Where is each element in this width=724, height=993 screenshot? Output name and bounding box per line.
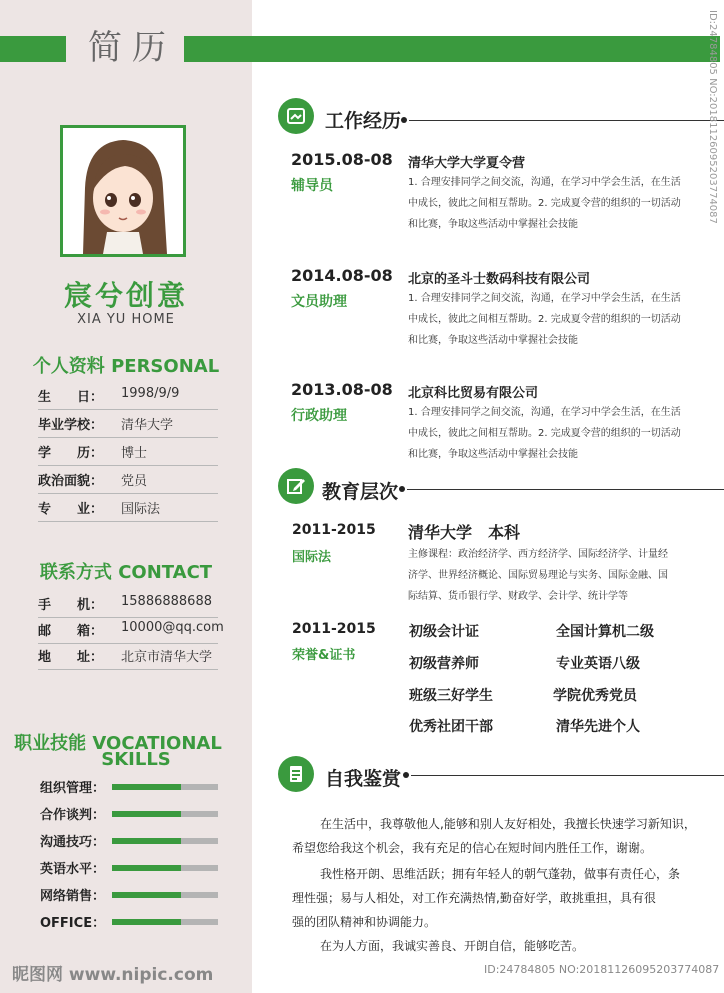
job-company: 清华大学大学夏令营: [408, 156, 526, 171]
field-value: 博士: [121, 446, 148, 461]
skill-bar-fill: [112, 892, 181, 898]
self-paragraph-line: 强的团队精神和协调能力。: [292, 915, 437, 929]
job-description-line: 和比赛，争取这些活动中掌握社会技能: [408, 335, 578, 346]
personal-row: [38, 382, 218, 410]
field-label: 政治面貌：: [38, 474, 104, 489]
education-date: 2011-2015: [292, 522, 376, 538]
field-label: 手 机：: [38, 598, 104, 613]
personal-row: [38, 494, 218, 522]
field-label: 毕业学校：: [38, 418, 104, 433]
contact-row: [38, 642, 218, 670]
skill-row: [40, 829, 220, 851]
skill-label: 沟通技巧：: [40, 835, 106, 850]
skill-bar-track: [112, 838, 218, 844]
award-item: 初级会计证: [409, 624, 479, 640]
skill-bar-track: [112, 865, 218, 871]
skill-row: [40, 883, 220, 905]
field-label: 学 历：: [38, 446, 104, 461]
profile-name-en: XIA YU HOME: [77, 312, 175, 327]
address-value: 北京市清华大学: [121, 650, 213, 665]
skill-label: 网络销售：: [40, 889, 106, 904]
section-rule: [409, 120, 724, 121]
self-paragraph-line: 在为人方面，我诚实善良、开朗自信，能够吃苦。: [320, 939, 585, 953]
personal-row: [38, 410, 218, 438]
field-value: 清华大学: [121, 418, 174, 433]
skill-label: 英语水平：: [40, 862, 106, 877]
skill-row: [40, 910, 220, 932]
skill-bar-fill: [112, 838, 181, 844]
personal-row: [38, 466, 218, 494]
phone-value: 15886888688: [121, 594, 212, 609]
section-dot: [403, 772, 409, 778]
self-paragraph-line: 我性格开朗、思维活跃；拥有年轻人的朝气蓬勃，做事有责任心，条: [320, 867, 681, 881]
skill-label: 组织管理：: [40, 781, 106, 796]
section-rule: [411, 775, 724, 776]
education-school: 清华大学 本科: [408, 523, 521, 542]
personal-heading: 个人资料 PERSONAL: [32, 356, 220, 377]
header-bar-left: [0, 36, 66, 62]
job-date: 2013.08-08: [291, 380, 393, 399]
self-paragraph-line: 理性强；易与人相处，对工作充满热情,勤奋好学，敢挑重担，具有很: [292, 891, 656, 905]
self-paragraph-line: 在生活中，我尊敬他人,能够和别人友好相处，我擅长快速学习新知识，: [320, 817, 696, 831]
skills-heading-cont: SKILLS: [101, 749, 171, 770]
job-description-line: 1. 合理安排同学之间交流，沟通，在学习中学会生活，在生活: [408, 407, 681, 418]
job-role: 文员助理: [291, 294, 347, 310]
award-item: 优秀社团干部: [409, 719, 493, 735]
job-role: 辅导员: [291, 178, 333, 194]
skill-bar-fill: [112, 865, 181, 871]
document-icon: [286, 764, 306, 784]
skill-bar-track: [112, 784, 218, 790]
contact-row: [38, 590, 218, 618]
courses-line: 主修课程：政治经济学、西方经济学、国际经济学、计量经: [408, 549, 668, 560]
self-title: 自我鉴赏: [325, 768, 402, 790]
job-company: 北京的圣斗士数码科技有限公司: [408, 272, 591, 287]
job-description-line: 中成长，彼此之间相互帮助。2. 完成夏令营的组织的一切活动: [408, 428, 681, 439]
honors-label: 荣誉&证书: [292, 648, 356, 663]
education-major: 国际法: [292, 550, 332, 565]
skill-row: [40, 775, 220, 797]
section-dot: [401, 117, 407, 123]
field-value: 国际法: [121, 502, 161, 517]
skill-bar-fill: [112, 919, 181, 925]
skills-heading: 职业技能 VOCATIONAL: [14, 733, 222, 754]
self-section-icon: [278, 756, 314, 792]
email-value: 10000@qq.com: [121, 620, 224, 635]
job-description-line: 1. 合理安排同学之间交流，沟通，在学习中学会生活，在生活: [408, 177, 681, 188]
skill-label: 合作谈判：: [40, 808, 106, 823]
self-paragraph-line: 希望您给我这个机会，我有充足的信心在短时间内胜任工作，谢谢。: [292, 841, 653, 855]
award-item: 全国计算机二级: [556, 624, 654, 640]
skill-row: [40, 856, 220, 878]
job-description: [408, 288, 710, 351]
job-date: 2015.08-08: [291, 150, 393, 169]
contact-heading: 联系方式 CONTACT: [39, 562, 213, 583]
resume-title: 简历: [88, 28, 176, 68]
avatar-illustration: [63, 128, 183, 254]
job-description: [408, 172, 710, 235]
field-value: 党员: [121, 474, 148, 489]
skill-bar-track: [112, 892, 218, 898]
job-description-line: 中成长，彼此之间相互帮助。2. 完成夏令营的组织的一切活动: [408, 314, 681, 325]
job-description-line: 和比赛，争取这些活动中掌握社会技能: [408, 449, 578, 460]
job-company: 北京科比贸易有限公司: [408, 386, 539, 401]
work-section-icon: [278, 98, 314, 134]
skill-bar-fill: [112, 811, 181, 817]
section-dot: [399, 486, 405, 492]
profile-name: 宸兮创意: [63, 279, 188, 312]
job-date: 2014.08-08: [291, 266, 393, 285]
award-item: 清华先进个人: [556, 719, 640, 735]
field-label: 地 址：: [38, 650, 104, 665]
personal-row: [38, 438, 218, 466]
honors-date: 2011-2015: [292, 621, 376, 637]
job-description-line: 和比赛，争取这些活动中掌握社会技能: [408, 219, 578, 230]
skill-bar-fill: [112, 784, 181, 790]
watermark-right: ID:24784805 NO:20181126095203774087: [484, 963, 720, 976]
watermark-left: 昵图网 www.nipic.com: [12, 965, 214, 985]
section-rule: [407, 489, 724, 490]
job-description-line: 中成长，彼此之间相互帮助。2. 完成夏令营的组织的一切活动: [408, 198, 681, 209]
courses-line: 际结算、货币银行学、财政学、会计学、统计学等: [408, 591, 628, 602]
watermark-side: ID:24784805 NO:20181126095203774087: [707, 10, 718, 224]
education-courses: [408, 544, 708, 607]
job-description-line: 1. 合理安排同学之间交流，沟通，在学习中学会生活，在生活: [408, 293, 681, 304]
briefcase-icon: [286, 106, 306, 126]
award-item: 班级三好学生: [409, 688, 493, 704]
education-section-icon: [278, 468, 314, 504]
skill-bar-track: [112, 811, 218, 817]
avatar: [60, 125, 186, 257]
work-title: 工作经历: [325, 110, 402, 132]
skill-label: OFFICE：: [40, 916, 106, 931]
award-item: 学院优秀党员: [553, 688, 637, 704]
field-value: 1998/9/9: [121, 386, 180, 401]
award-item: 专业英语八级: [556, 656, 640, 672]
job-role: 行政助理: [291, 408, 347, 424]
header-bar-right: [184, 36, 720, 62]
education-title: 教育层次: [322, 481, 399, 503]
skill-bar-track: [112, 919, 218, 925]
field-label: 邮 箱：: [38, 624, 104, 639]
courses-line: 济学、世界经济概论、国际贸易理论与实务、国际金融、国: [408, 570, 668, 581]
award-item: 初级营养师: [409, 656, 479, 672]
skill-row: [40, 802, 220, 824]
field-label: 生 日：: [38, 390, 104, 405]
field-label: 专 业：: [38, 502, 104, 517]
pencil-icon: [286, 476, 306, 496]
contact-row: [38, 616, 224, 644]
job-description: [408, 402, 710, 465]
